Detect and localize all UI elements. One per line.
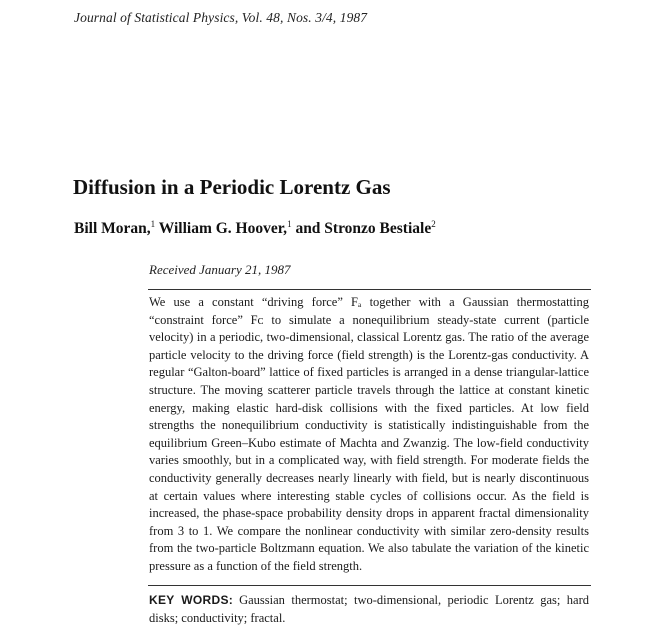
- keywords-text: Gaussian thermostat; two-dimensional, periodic Lorentz gas; hard disks; conductivity; fractal.: [149, 593, 589, 625]
- keywords-label: KEY WORDS:: [149, 593, 234, 607]
- received-date: Received January 21, 1987: [149, 262, 291, 277]
- affiliation-mark: 2: [431, 218, 436, 229]
- abstract-top-rule: [148, 289, 591, 290]
- keywords: [149, 592, 589, 627]
- paper-title: Diffusion in a Periodic Lorentz Gas: [73, 175, 391, 199]
- abstract: [149, 294, 589, 576]
- author-list: [74, 220, 436, 238]
- journal-header: Journal of Statistical Physics, Vol. 48, Nos. 3/4, 1987: [74, 10, 368, 25]
- affiliation-mark: 1: [150, 218, 156, 229]
- author-name: Bill Moran,: [74, 220, 151, 237]
- abstract-bottom-rule: [148, 585, 591, 586]
- author-name: and Stronzo Bestiale: [295, 220, 432, 237]
- abstract-text: We use a constant “driving force” Fₐ together with a Gaussian thermostatting “constraint force” Fᴄ to simulate a nonequilibrium steady-state current (particle velocity) in a periodic, two-dimensional, classical Lorentz gas. The ratio of the average particle velocity to the driving force (field strength) is the Lorentz-gas conductivity. A regular “Galton-board” lattice of fixed particles is arranged in a dense triangular-lattice structure. The moving scatterer particle travels through the lattice at constant kinetic energy, making elastic hard-disk collisions with the fixed particles. At low field strengths the nonequilibrium conductivity is statistically indistinguishable from the equilibrium Green–Kubo estimate of Machta and Zwanzig. The low-field conductivity varies smoothly, but in a complicated way, with field strength. For moderate fields the conductivity generally decreases nearly linearly with field, but is nearly discontinuous at certain values where interesting stable cycles of collisions occur. As the field is increased, the phase-space probability density drops in apparent fractal dimensionality from 3 to 1. We compare the nonlinear conductivity with similar zero-density results from the two-particle Boltzmann equation. We also tabulate the variation of the kinetic pressure as a function of the field strength.: [149, 295, 589, 573]
- author-name: William G. Hoover,: [158, 220, 288, 237]
- affiliation-mark: 1: [287, 218, 292, 229]
